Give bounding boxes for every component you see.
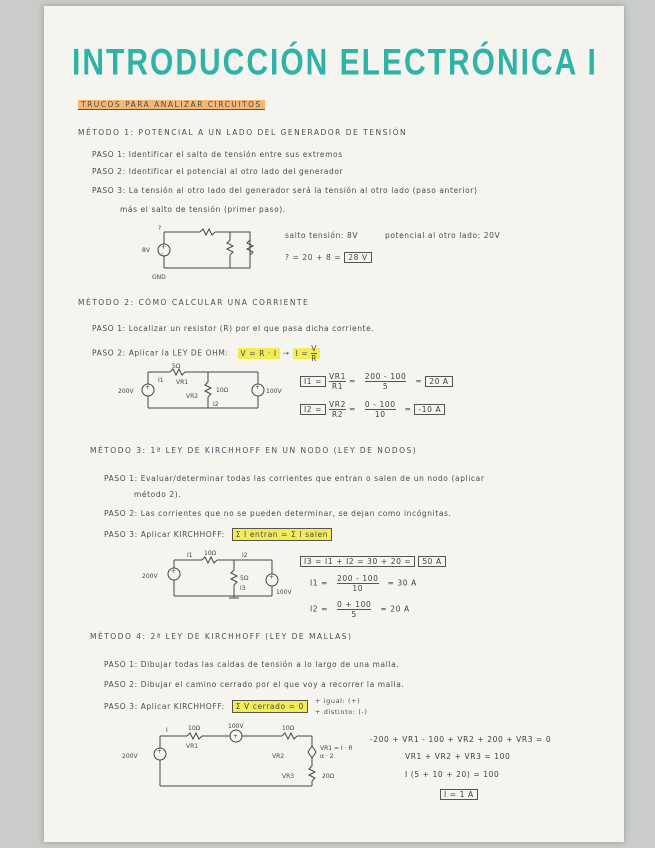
- metodo3-eq1-text: I3 = I1 + I2 = 30 + 20 =: [300, 556, 415, 567]
- metodo4-eq3: I (5 + 10 + 20) = 100: [405, 770, 500, 779]
- svg-text:+: +: [145, 384, 151, 391]
- circuit4-r1-label: 10Ω: [188, 725, 201, 732]
- metodo2-eq2-frac: [329, 400, 346, 419]
- metodo4-eq2: VR1 + VR2 + VR3 = 100: [405, 752, 511, 761]
- metodo2-eq1: I1 = $\frac{VR1}{R1}$ = $\frac{200 - 100}{5}$ = 20 A: [300, 372, 453, 391]
- ohm-law-highlight: V = R · I: [238, 348, 280, 359]
- circuit4-vr1-label: VR1: [186, 743, 199, 750]
- metodo1-step1: PASO 1: Identificar el salto de tensión entre sus extremos: [92, 150, 343, 159]
- metodo2-eq1-result: 20 A: [425, 376, 452, 387]
- metodo3-formula: Σ I entran = Σ I salen: [232, 528, 332, 541]
- metodo3-eq3-result: = 20 A: [380, 604, 410, 614]
- metodo2-eq1-num: VR1: [329, 372, 346, 381]
- metodo2-eq2-left: I2 =: [300, 404, 326, 415]
- metodo3-step1: PASO 1: Evaluar/determinar todas las corrientes que entran o salen de un nodo (aplicar: [104, 474, 485, 483]
- svg-text:+: +: [171, 568, 177, 575]
- ohm-arrow: →: [282, 348, 290, 358]
- metodo4-eq1: -200 + VR1 - 100 + VR2 + 200 + VR3 = 0: [370, 735, 552, 744]
- circuit3-v2-label: 100V: [276, 589, 292, 596]
- metodo4-step2: PASO 2: Dibujar el camino cerrado por el que voy a recorrer la malla.: [104, 680, 405, 689]
- ohm-result-highlight: [293, 344, 320, 363]
- circuit3-i1-label: I1: [187, 552, 193, 559]
- circuit4-v3-label: 100V: [228, 723, 244, 730]
- metodo4-answer-text: I = 1 A: [440, 789, 478, 800]
- metodo1-note2: potencial al otro lado: 20V: [385, 231, 501, 240]
- metodo3-step1-cont: método 2).: [134, 490, 182, 499]
- metodo4-step3-text: PASO 3: Aplicar KIRCHHOFF:: [104, 702, 225, 711]
- svg-text:+: +: [255, 384, 261, 391]
- circuit2-i2-label: I2: [213, 401, 219, 408]
- metodo1-circuit: [140, 224, 260, 284]
- metodo4-answer: [440, 790, 478, 799]
- metodo2-eq1-mid-frac: [365, 372, 407, 391]
- metodo1-step3-cont: más el salto de tensión (primer paso).: [120, 205, 286, 214]
- metodo3-eq1: [300, 557, 446, 566]
- metodo2-eq1-den: R1: [331, 382, 344, 391]
- svg-text:+: +: [157, 748, 163, 755]
- metodo2-eq2-mid-num: 0 - 100: [364, 400, 396, 409]
- circuit2-r1-label: 5Ω: [172, 363, 181, 370]
- metodo3-eq3-num: 0 + 100: [337, 600, 372, 609]
- metodo1-eq-text: ? = 20 + 8 =: [285, 253, 342, 262]
- metodo2-eq1-mid-num: 200 - 100: [364, 372, 407, 381]
- circuit4-r2-label: 10Ω: [282, 725, 295, 732]
- circuit4-v1-label: 200V: [122, 753, 138, 760]
- circuit4-vr3-label: VR3: [282, 773, 295, 780]
- metodo2-eq2-mid-frac: [365, 400, 396, 419]
- metodo3-eq3-frac: [337, 600, 371, 619]
- metodo3-eq2: [310, 574, 417, 593]
- metodo2-eq2-mid-den: 10: [374, 410, 386, 419]
- metodo3-eq3-den: 5: [351, 610, 357, 619]
- circuit2-v2-label: 100V: [266, 388, 282, 395]
- metodo3-eq2-den: 10: [352, 584, 364, 593]
- svg-text:+: +: [161, 244, 167, 251]
- circuit1-source-label: 8V: [142, 247, 150, 254]
- metodo1-step3: PASO 3: La tensión al otro lado del generador será la tensión al otro lado (paso anterior): [92, 186, 478, 195]
- metodo3-step2: PASO 2: Las corrientes que no se pueden determinar, se dejan como incógnitas.: [104, 509, 452, 518]
- metodo4-formula: Σ V cerrado = 0: [232, 700, 308, 713]
- metodo3-eq1-result: 50 A: [418, 556, 445, 567]
- metodo1-heading: MÉTODO 1: POTENCIAL A UN LADO DEL GENERADOR DE TENSIÓN: [78, 128, 408, 137]
- metodo2-eq1-mid-den: 5: [382, 382, 389, 391]
- ohm-result-fraction: [311, 344, 317, 363]
- circuit4-r3-label: 20Ω: [322, 773, 335, 780]
- circuit2-i1-label: I1: [158, 377, 164, 384]
- metodo1-note1: salto tensión: 8V: [285, 231, 359, 240]
- circuit3-r2-label: 5Ω: [240, 575, 249, 582]
- circuit3-i3-label: I3: [240, 585, 246, 592]
- metodo2-eq2-num: VR2: [329, 400, 346, 409]
- subtitle-text: TRUCOS PARA ANALIZAR CIRCUITOS: [78, 100, 265, 110]
- metodo2-eq2-den: R2: [331, 410, 344, 419]
- svg-text:+: +: [269, 574, 275, 581]
- subtitle: [78, 100, 265, 109]
- circuit4-dep2-label: α · 2: [320, 753, 334, 760]
- metodo3-eq2-result: = 30 A: [387, 578, 417, 588]
- metodo4-sign-note2: + distinto: (-): [315, 708, 368, 716]
- svg-text:+: +: [233, 733, 239, 740]
- metodo4-circuit: [122, 724, 352, 790]
- circuit1-ground-label: GND: [152, 274, 166, 281]
- circuit4-i-label: I: [166, 727, 168, 734]
- circuit2-r2-label: 10Ω: [216, 387, 229, 394]
- circuit4-dep-label: VR1 = I · R: [320, 745, 353, 752]
- metodo3-eq3-left: I2 =: [310, 604, 329, 614]
- metodo4-step3: [104, 702, 308, 711]
- metodo1-step2: PASO 2: Identificar el potencial al otro lado del generador: [92, 167, 344, 176]
- svg-text:-: -: [161, 250, 164, 257]
- ohm-result-num: V: [311, 344, 317, 353]
- ohm-result-left: I =: [295, 348, 309, 358]
- circuit2-v1-label: 200V: [118, 388, 134, 395]
- metodo2-step1: PASO 1: Localizar un resistor (R) por el que pasa dicha corriente.: [92, 324, 375, 333]
- metodo3-eq2-num: 200 - 100: [337, 574, 379, 583]
- metodo4-step1: PASO 1: Dibujar todas las caídas de tensión a lo largo de una malla.: [104, 660, 400, 669]
- metodo1-equation: [285, 253, 372, 262]
- metodo2-step2-text: PASO 2: Aplicar la LEY DE OHM:: [92, 348, 229, 358]
- metodo2-circuit: [118, 362, 282, 418]
- metodo3-eq2-frac: [337, 574, 379, 593]
- metodo2-eq2: I2 = $\frac{VR2}{R2}$ = $\frac{0 - 100}{10}$ = -10 A: [300, 400, 445, 419]
- metodo2-eq1-frac: [329, 372, 346, 391]
- circuit3-v1-label: 200V: [142, 573, 158, 580]
- metodo2-heading: MÉTODO 2: CÓMO CALCULAR UNA CORRIENTE: [78, 298, 310, 307]
- circuit3-r1-label: 10Ω: [204, 550, 217, 557]
- metodo2-step2: [92, 344, 320, 363]
- metodo3-eq2-left: I1 =: [310, 578, 329, 588]
- metodo4-heading: MÉTODO 4: 2ª LEY DE KIRCHHOFF (LEY DE MALLAS): [90, 632, 353, 641]
- metodo1-answer: 28 V: [344, 252, 371, 263]
- circuit3-i2-label: I2: [242, 552, 248, 559]
- metodo3-step3-text: PASO 3: Aplicar KIRCHHOFF:: [104, 530, 225, 539]
- metodo4-sign-note1: + igual: (+): [315, 697, 361, 705]
- metodo3-heading: MÉTODO 3: 1ª LEY DE KIRCHHOFF EN UN NODO (LEY DE NODOS): [90, 446, 418, 455]
- metodo3-step3: [104, 530, 332, 539]
- circuit4-vr2-label: VR2: [272, 753, 285, 760]
- ohm-result-den: R: [311, 354, 318, 363]
- circuit2-vr2-label: VR2: [186, 393, 199, 400]
- metodo2-eq1-left: I1 =: [300, 376, 326, 387]
- circuit2-vr1-label: VR1: [176, 379, 189, 386]
- page-title: INTRODUCCIÓN ELECTRÓNICA I: [72, 42, 598, 84]
- metodo2-eq2-result: -10 A: [414, 404, 445, 415]
- metodo3-eq3: [310, 600, 410, 619]
- circuit1-unknown-label: ?: [158, 225, 162, 232]
- metodo3-circuit: [142, 552, 302, 606]
